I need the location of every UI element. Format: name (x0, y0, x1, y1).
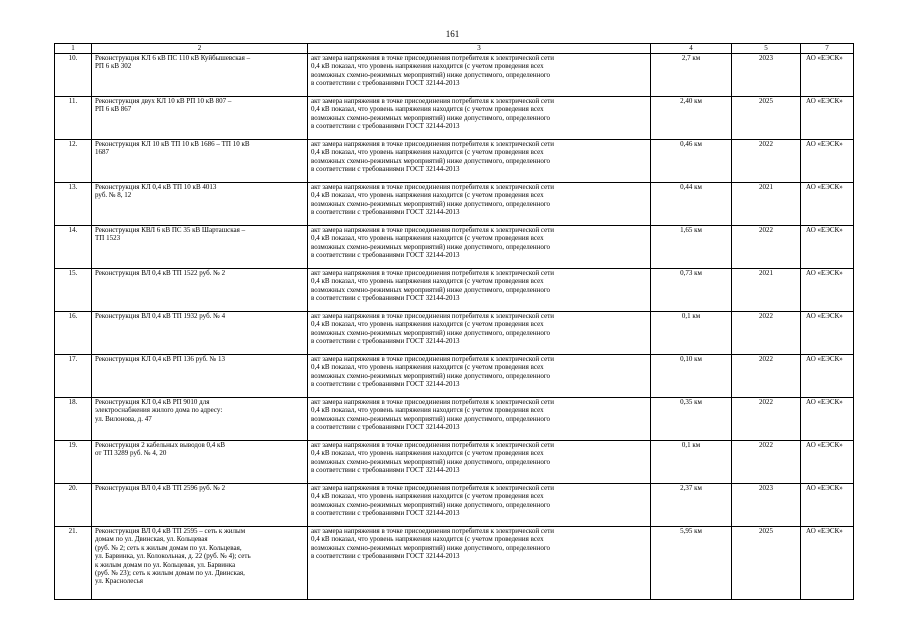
length-cell: 2,37 км (651, 484, 732, 527)
object-name-cell: Реконструкция двух КЛ 10 кВ РП 10 кВ 807 – РП 6 кВ 867 (92, 97, 308, 140)
row-number: 11. (55, 97, 92, 140)
reason-cell: акт замера напряжения в точке присоединения потребителя к электрической сети 0,4 кВ показал, что уровень напряжения находится (с учетом проведения всех возможных схемно-режимных мероприятий) ниже допустимого, определенного в соответствии с требованиями ГОСТ 32144-2013 (308, 97, 651, 140)
reason-cell: акт замера напряжения в точке присоединения потребителя к электрической сети 0,4 кВ показал, что уровень напряжения находится (с учетом проведения всех возможных схемно-режимных мероприятий) ниже допустимого, определенного в соответствии с требованиями ГОСТ 32144-2013 (308, 312, 651, 355)
table-row (55, 54, 854, 97)
year-cell: 2021 (732, 269, 801, 312)
year-cell: 2025 (732, 527, 801, 600)
year-cell: 2021 (732, 183, 801, 226)
object-name-cell: Реконструкция КЛ 0,4 кВ РП 136 руб. № 13 (92, 355, 308, 398)
row-number: 13. (55, 183, 92, 226)
table-row (55, 398, 854, 441)
organization-cell: АО «ЕЭСК» (801, 312, 854, 355)
table-header-row (55, 44, 854, 54)
row-number: 19. (55, 441, 92, 484)
object-name-cell: Реконструкция ВЛ 0,4 кВ ТП 1522 руб. № 2 (92, 269, 308, 312)
year-cell: 2022 (732, 441, 801, 484)
object-name-cell: Реконструкция 2 кабельных выводов 0,4 кВ от ТП 3289 руб. № 4, 20 (92, 441, 308, 484)
row-number: 18. (55, 398, 92, 441)
row-number: 14. (55, 226, 92, 269)
table-row (55, 226, 854, 269)
reason-cell: акт замера напряжения в точке присоединения потребителя к электрической сети 0,4 кВ показал, что уровень напряжения находится (с учетом проведения всех возможных схемно-режимных мероприятий) ниже допустимого, определенного в соответствии с требованиями ГОСТ 32144-2013 (308, 226, 651, 269)
object-name-cell: Реконструкция КВЛ 6 кВ ПС 35 кВ Шарташская – ТП 1523 (92, 226, 308, 269)
length-cell: 2,40 км (651, 97, 732, 140)
length-cell: 0,44 км (651, 183, 732, 226)
length-cell: 0,1 км (651, 441, 732, 484)
row-number: 17. (55, 355, 92, 398)
object-name-cell: Реконструкция ВЛ 0,4 кВ ТП 1932 руб. № 4 (92, 312, 308, 355)
reconstruction-table (54, 43, 854, 600)
table-row (55, 355, 854, 398)
object-name-cell: Реконструкция КЛ 0,4 кВ РП 9010 для электроснабжения жилого дома по адресу: ул. Вилонова, д. 47 (92, 398, 308, 441)
year-cell: 2022 (732, 312, 801, 355)
organization-cell: АО «ЕЭСК» (801, 183, 854, 226)
length-cell: 0,1 км (651, 312, 732, 355)
table-row (55, 183, 854, 226)
column-header: 2 (92, 44, 308, 54)
column-header: 5 (732, 44, 801, 54)
row-number: 16. (55, 312, 92, 355)
length-cell: 0,46 км (651, 140, 732, 183)
table-row (55, 97, 854, 140)
organization-cell: АО «ЕЭСК» (801, 355, 854, 398)
organization-cell: АО «ЕЭСК» (801, 140, 854, 183)
organization-cell: АО «ЕЭСК» (801, 269, 854, 312)
object-name-cell: Реконструкция ВЛ 0,4 кВ ТП 2596 руб. № 2 (92, 484, 308, 527)
reason-cell: акт замера напряжения в точке присоединения потребителя к электрической сети 0,4 кВ показал, что уровень напряжения находится (с учетом проведения всех возможных схемно-режимных мероприятий) ниже допустимого, определенного в соответствии с требованиями ГОСТ 32144-2013 (308, 484, 651, 527)
length-cell: 0,35 км (651, 398, 732, 441)
reason-cell: акт замера напряжения в точке присоединения потребителя к электрической сети 0,4 кВ показал, что уровень напряжения находится (с учетом проведения всех возможных схемно-режимных мероприятий) ниже допустимого, определенного в соответствии с требованиями ГОСТ 32144-2013 (308, 183, 651, 226)
reason-cell: акт замера напряжения в точке присоединения потребителя к электрической сети 0,4 кВ показал, что уровень напряжения находится (с учетом проведения всех возможных схемно-режимных мероприятий) ниже допустимого, определенного в соответствии с требованиями ГОСТ 32144-2013 (308, 54, 651, 97)
column-header: 4 (651, 44, 732, 54)
row-number: 10. (55, 54, 92, 97)
length-cell: 0,73 км (651, 269, 732, 312)
reason-cell: акт замера напряжения в точке присоединения потребителя к электрической сети 0,4 кВ показал, что уровень напряжения находится (с учетом проведения всех возможных схемно-режимных мероприятий) ниже допустимого, определенного в соответствии с требованиями ГОСТ 32144-2013 (308, 269, 651, 312)
reason-cell: акт замера напряжения в точке присоединения потребителя к электрической сети 0,4 кВ показал, что уровень напряжения находится (с учетом проведения всех возможных схемно-режимных мероприятий) ниже допустимого, определенного в соответствии с требованиями ГОСТ 32144-2013 (308, 398, 651, 441)
length-cell: 2,7 км (651, 54, 732, 97)
year-cell: 2022 (732, 140, 801, 183)
table-row (55, 484, 854, 527)
object-name-cell: Реконструкция КЛ 6 кВ ПС 110 кВ Куйбышевская – РП 6 кВ 302 (92, 54, 308, 97)
organization-cell: АО «ЕЭСК» (801, 484, 854, 527)
organization-cell: АО «ЕЭСК» (801, 527, 854, 600)
table-row (55, 269, 854, 312)
length-cell: 1,65 км (651, 226, 732, 269)
table-row (55, 312, 854, 355)
organization-cell: АО «ЕЭСК» (801, 441, 854, 484)
column-header: 3 (308, 44, 651, 54)
year-cell: 2023 (732, 484, 801, 527)
reason-cell: акт замера напряжения в точке присоединения потребителя к электрической сети 0,4 кВ показал, что уровень напряжения находится (с учетом проведения всех возможных схемно-режимных мероприятий) ниже допустимого, определенного в соответствии с требованиями ГОСТ 32144-2013 (308, 355, 651, 398)
reason-cell: акт замера напряжения в точке присоединения потребителя к электрической сети 0,4 кВ показал, что уровень напряжения находится (с учетом проведения всех возможных схемно-режимных мероприятий) ниже допустимого, определенного в соответствии с требованиями ГОСТ 32144-2013 (308, 441, 651, 484)
year-cell: 2022 (732, 398, 801, 441)
year-cell: 2025 (732, 97, 801, 140)
row-number: 15. (55, 269, 92, 312)
table-row (55, 527, 854, 600)
year-cell: 2022 (732, 226, 801, 269)
row-number: 20. (55, 484, 92, 527)
object-name-cell: Реконструкция ВЛ 0,4 кВ ТП 2595 – сеть к жилым домам по ул. Двинская, ул. Кольцевая (руб. № 2; сеть к жилым домам по ул. Кольцевая, ул. Барвинка, ул. Колокольная, д. 22 (руб. № 4); сеть к жилым домам по ул. Кольцевая, ул. Барвинка (руб. № 23); сеть к жилым домам по ул. Двинская, ул. Краснолесья (92, 527, 308, 600)
column-header: 1 (55, 44, 92, 54)
length-cell: 0,10 км (651, 355, 732, 398)
table-row (55, 441, 854, 484)
object-name-cell: Реконструкция КЛ 0,4 кВ ТП 10 кВ 4013 руб. № 8, 12 (92, 183, 308, 226)
year-cell: 2023 (732, 54, 801, 97)
page-number: 161 (445, 29, 460, 39)
year-cell: 2022 (732, 355, 801, 398)
reason-cell: акт замера напряжения в точке присоединения потребителя к электрической сети 0,4 кВ показал, что уровень напряжения находится (с учетом проведения всех возможных схемно-режимных мероприятий) ниже допустимого, определенного в соответствии с требованиями ГОСТ 32144-2013 (308, 527, 651, 600)
column-header: 7 (801, 44, 854, 54)
object-name-cell: Реконструкция КЛ 10 кВ ТП 10 кВ 1686 – ТП 10 кВ 1687 (92, 140, 308, 183)
organization-cell: АО «ЕЭСК» (801, 226, 854, 269)
organization-cell: АО «ЕЭСК» (801, 97, 854, 140)
row-number: 21. (55, 527, 92, 600)
row-number: 12. (55, 140, 92, 183)
organization-cell: АО «ЕЭСК» (801, 54, 854, 97)
table-row (55, 140, 854, 183)
organization-cell: АО «ЕЭСК» (801, 398, 854, 441)
reason-cell: акт замера напряжения в точке присоединения потребителя к электрической сети 0,4 кВ показал, что уровень напряжения находится (с учетом проведения всех возможных схемно-режимных мероприятий) ниже допустимого, определенного в соответствии с требованиями ГОСТ 32144-2013 (308, 140, 651, 183)
length-cell: 5,95 км (651, 527, 732, 600)
